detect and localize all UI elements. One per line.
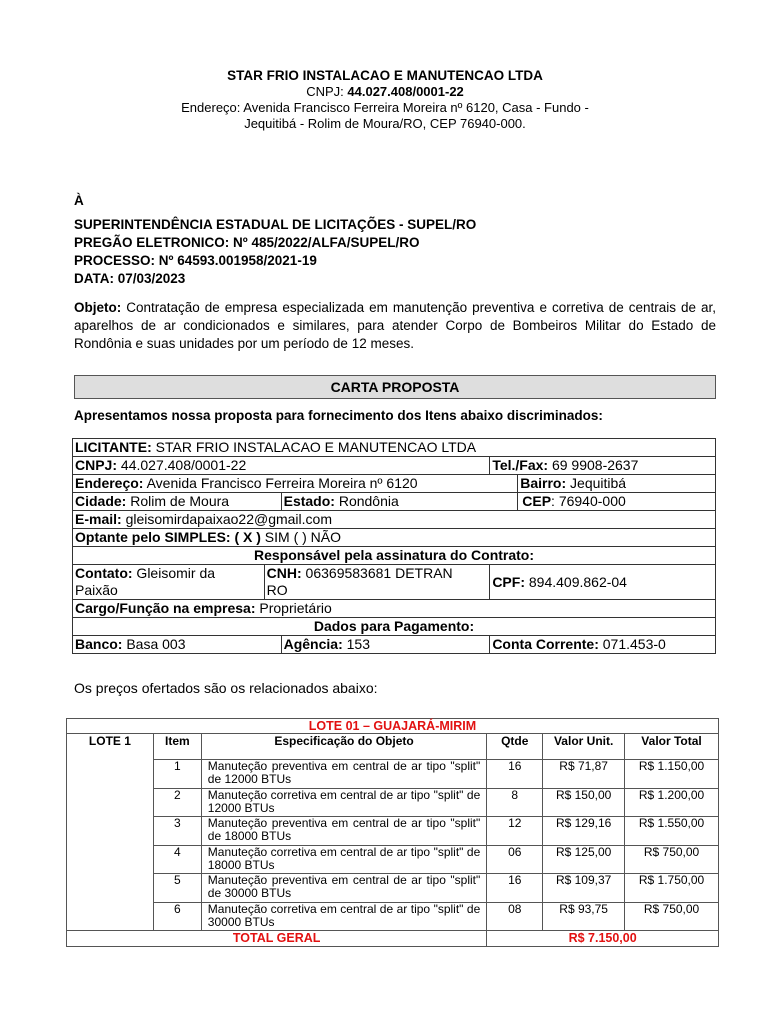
- total-row: [67, 931, 719, 947]
- bairro-label: Bairro:: [520, 475, 567, 491]
- table-row: [67, 845, 719, 874]
- cpf-cell: [490, 565, 716, 600]
- contato-row: [73, 565, 716, 600]
- row-item: 3: [153, 817, 201, 846]
- row-unit: R$ 71,87: [543, 760, 625, 789]
- table-row: [67, 817, 719, 846]
- row-item: 4: [153, 845, 201, 874]
- company-name: STAR FRIO INSTALACAO E MANUTENCAO LTDA: [227, 68, 543, 83]
- cpf-label: CPF:: [492, 573, 525, 590]
- row-unit: R$ 129,16: [543, 817, 625, 846]
- endereco-row: [73, 475, 716, 493]
- row-spec: Manuteção preventiva em central de ar tipo "split" de 18000 BTUs: [201, 817, 486, 846]
- tel-value: 69 9908-2637: [548, 457, 639, 473]
- row-total: R$ 1.550,00: [625, 817, 719, 846]
- objeto-label: Objeto:: [74, 300, 122, 315]
- simples-label: Optante pelo SIMPLES: ( X ): [75, 529, 261, 545]
- tel-label: Tel./Fax:: [492, 457, 549, 473]
- estado-cell: [281, 493, 518, 511]
- responsavel-row: [73, 547, 716, 565]
- banco-cell: [73, 636, 282, 654]
- licitante-value: STAR FRIO INSTALACAO E MANUTENCAO LTDA: [151, 439, 477, 455]
- pagamento-row: [73, 618, 716, 636]
- table-row: [67, 788, 719, 817]
- simples-cell: [73, 529, 716, 547]
- row-qtde: 12: [487, 817, 543, 846]
- email-value: gleisomirdapaixao22@gmail.com: [121, 511, 332, 527]
- recipient-data: DATA: 07/03/2023: [74, 271, 186, 286]
- table-row: [67, 874, 719, 903]
- responsavel-heading: Responsável pela assinatura do Contrato:: [73, 547, 716, 565]
- row-spec: Manuteção preventiva em central de ar tipo "split" de 12000 BTUs: [201, 760, 486, 789]
- precos-text: Os preços ofertados são os relacionados abaixo:: [74, 680, 378, 696]
- apresentamos-text: Apresentamos nossa proposta para fornecimento dos Itens abaixo discriminados:: [74, 408, 603, 423]
- row-spec: Manuteção preventiva em central de ar tipo "split" de 30000 BTUs: [201, 874, 486, 903]
- cep-value: : 76940-000: [551, 493, 626, 509]
- document-header: [0, 68, 770, 132]
- cnh-value: 06369583681 DETRAN RO: [266, 565, 453, 598]
- cep-label: CEP: [522, 493, 552, 509]
- agencia-cell: [281, 636, 490, 654]
- recipient-a: À: [74, 193, 84, 208]
- company-address-line2: Jequitibá - Rolim de Moura/RO, CEP 76940-000.: [244, 116, 526, 131]
- conta-value: 071.453-0: [598, 636, 666, 652]
- cnh-label: CNH:: [266, 565, 302, 581]
- licitante-cell: [73, 439, 716, 457]
- cnh-cell: [264, 565, 490, 600]
- row-item: 2: [153, 788, 201, 817]
- cnpj-label: CNPJ:: [306, 84, 348, 99]
- row-spec: Manuteção corretiva em central de ar tipo "split" de 12000 BTUs: [201, 788, 486, 817]
- cpf-value: 894.409.862-04: [524, 573, 627, 590]
- cargo-row: [73, 600, 716, 618]
- simples-value: SIM ( ) NÃO: [260, 529, 342, 545]
- carta-proposta-title: CARTA PROPOSTA: [74, 375, 716, 399]
- cidade-row: [73, 493, 716, 511]
- row-total: R$ 1.750,00: [625, 874, 719, 903]
- company-cnpj: [0, 84, 770, 100]
- header-qtde: Qtde: [487, 734, 543, 760]
- row-spec: Manuteção corretiva em central de ar tipo "split" de 18000 BTUs: [201, 845, 486, 874]
- row-item: 6: [153, 902, 201, 931]
- pagamento-heading: Dados para Pagamento:: [73, 618, 716, 636]
- conta-label: Conta Corrente:: [492, 636, 599, 652]
- cargo-cell: [73, 600, 716, 618]
- row-unit: R$ 109,37: [543, 874, 625, 903]
- cnpj-value: 44.027.408/0001-22: [347, 84, 464, 99]
- bairro-value: Jequitibá: [566, 475, 627, 491]
- cnpj-field-label: CNPJ:: [75, 457, 118, 473]
- conta-cell: [490, 636, 716, 654]
- row-unit: R$ 125,00: [543, 845, 625, 874]
- cidade-value: Rolim de Moura: [126, 493, 230, 509]
- lote-title: LOTE 01 – GUAJARÁ-MIRIM: [67, 719, 719, 734]
- email-cell: [73, 511, 716, 529]
- licitante-table: [72, 438, 716, 654]
- objeto-paragraph: [74, 299, 716, 353]
- header-total: Valor Total: [625, 734, 719, 760]
- total-label: TOTAL GERAL: [67, 931, 487, 947]
- row-total: R$ 1.200,00: [625, 788, 719, 817]
- estado-value: Rondônia: [334, 493, 399, 509]
- simples-row: [73, 529, 716, 547]
- recipient-processo: PROCESSO: Nº 64593.001958/2021-19: [74, 253, 317, 268]
- row-qtde: 8: [487, 788, 543, 817]
- lote-header-row: [67, 734, 719, 760]
- header-unit: Valor Unit.: [543, 734, 625, 760]
- banco-label: Banco:: [75, 636, 123, 652]
- row-qtde: 16: [487, 760, 543, 789]
- email-label: E-mail:: [75, 511, 122, 527]
- endereco-label: Endereço:: [75, 475, 144, 491]
- contato-label: Contato:: [75, 565, 133, 581]
- recipient-pregao: PREGÃO ELETRONICO: Nº 485/2022/ALFA/SUPEL/RO: [74, 235, 420, 250]
- lote-label: LOTE 1: [67, 734, 154, 931]
- row-unit: R$ 150,00: [543, 788, 625, 817]
- agencia-label: Agência:: [283, 636, 343, 652]
- table-row: [67, 902, 719, 931]
- row-item: 5: [153, 874, 201, 903]
- agencia-value: 153: [342, 636, 370, 652]
- lote-table: [66, 718, 719, 947]
- estado-label: Estado:: [283, 493, 335, 509]
- endereco-value: Avenida Francisco Ferreira Moreira nº 6120: [143, 475, 418, 491]
- lote-title-row: [67, 719, 719, 734]
- row-total: R$ 750,00: [625, 902, 719, 931]
- cargo-label: Cargo/Função na empresa:: [75, 600, 256, 616]
- row-unit: R$ 93,75: [543, 902, 625, 931]
- header-spec: Especificação do Objeto: [201, 734, 486, 760]
- banco-value: Basa 003: [122, 636, 186, 652]
- table-row: [67, 760, 719, 789]
- cidade-label: Cidade:: [75, 493, 127, 509]
- cep-cell: [518, 493, 716, 511]
- total-value: R$ 7.150,00: [487, 931, 719, 947]
- tel-cell: [490, 457, 716, 475]
- row-qtde: 16: [487, 874, 543, 903]
- cidade-cell: [73, 493, 282, 511]
- company-address-line1: Endereço: Avenida Francisco Ferreira Moreira nº 6120, Casa - Fundo -: [181, 100, 589, 115]
- contato-cell: [73, 565, 265, 600]
- endereco-cell: [73, 475, 518, 493]
- bairro-cell: [518, 475, 716, 493]
- contato-value: Gleisomir da Paixão: [75, 565, 216, 598]
- row-qtde: 06: [487, 845, 543, 874]
- email-row: [73, 511, 716, 529]
- row-total: R$ 1.150,00: [625, 760, 719, 789]
- cargo-value: Proprietário: [255, 600, 332, 616]
- header-item: Item: [153, 734, 201, 760]
- recipient-org: SUPERINTENDÊNCIA ESTADUAL DE LICITAÇÕES - SUPEL/RO: [74, 217, 477, 232]
- row-total: R$ 750,00: [625, 845, 719, 874]
- banco-row: [73, 636, 716, 654]
- row-qtde: 08: [487, 902, 543, 931]
- row-item: 1: [153, 760, 201, 789]
- cnpj-row: [73, 457, 716, 475]
- cnpj-cell: [73, 457, 490, 475]
- row-spec: Manuteção corretiva em central de ar tipo "split" de 30000 BTUs: [201, 902, 486, 931]
- licitante-row: [73, 439, 716, 457]
- recipient-block: [74, 192, 476, 288]
- objeto-text: Contratação de empresa especializada em manutenção preventiva e corretiva de centrais de ar, aparelhos de ar condicionados e similares, para atender Corpo de Bombeiros Militar do Estado de Rondônia e suas unidades por um período de 12 meses.: [74, 300, 716, 351]
- licitante-label: LICITANTE:: [75, 439, 152, 455]
- cnpj-field-value: 44.027.408/0001-22: [117, 457, 247, 473]
